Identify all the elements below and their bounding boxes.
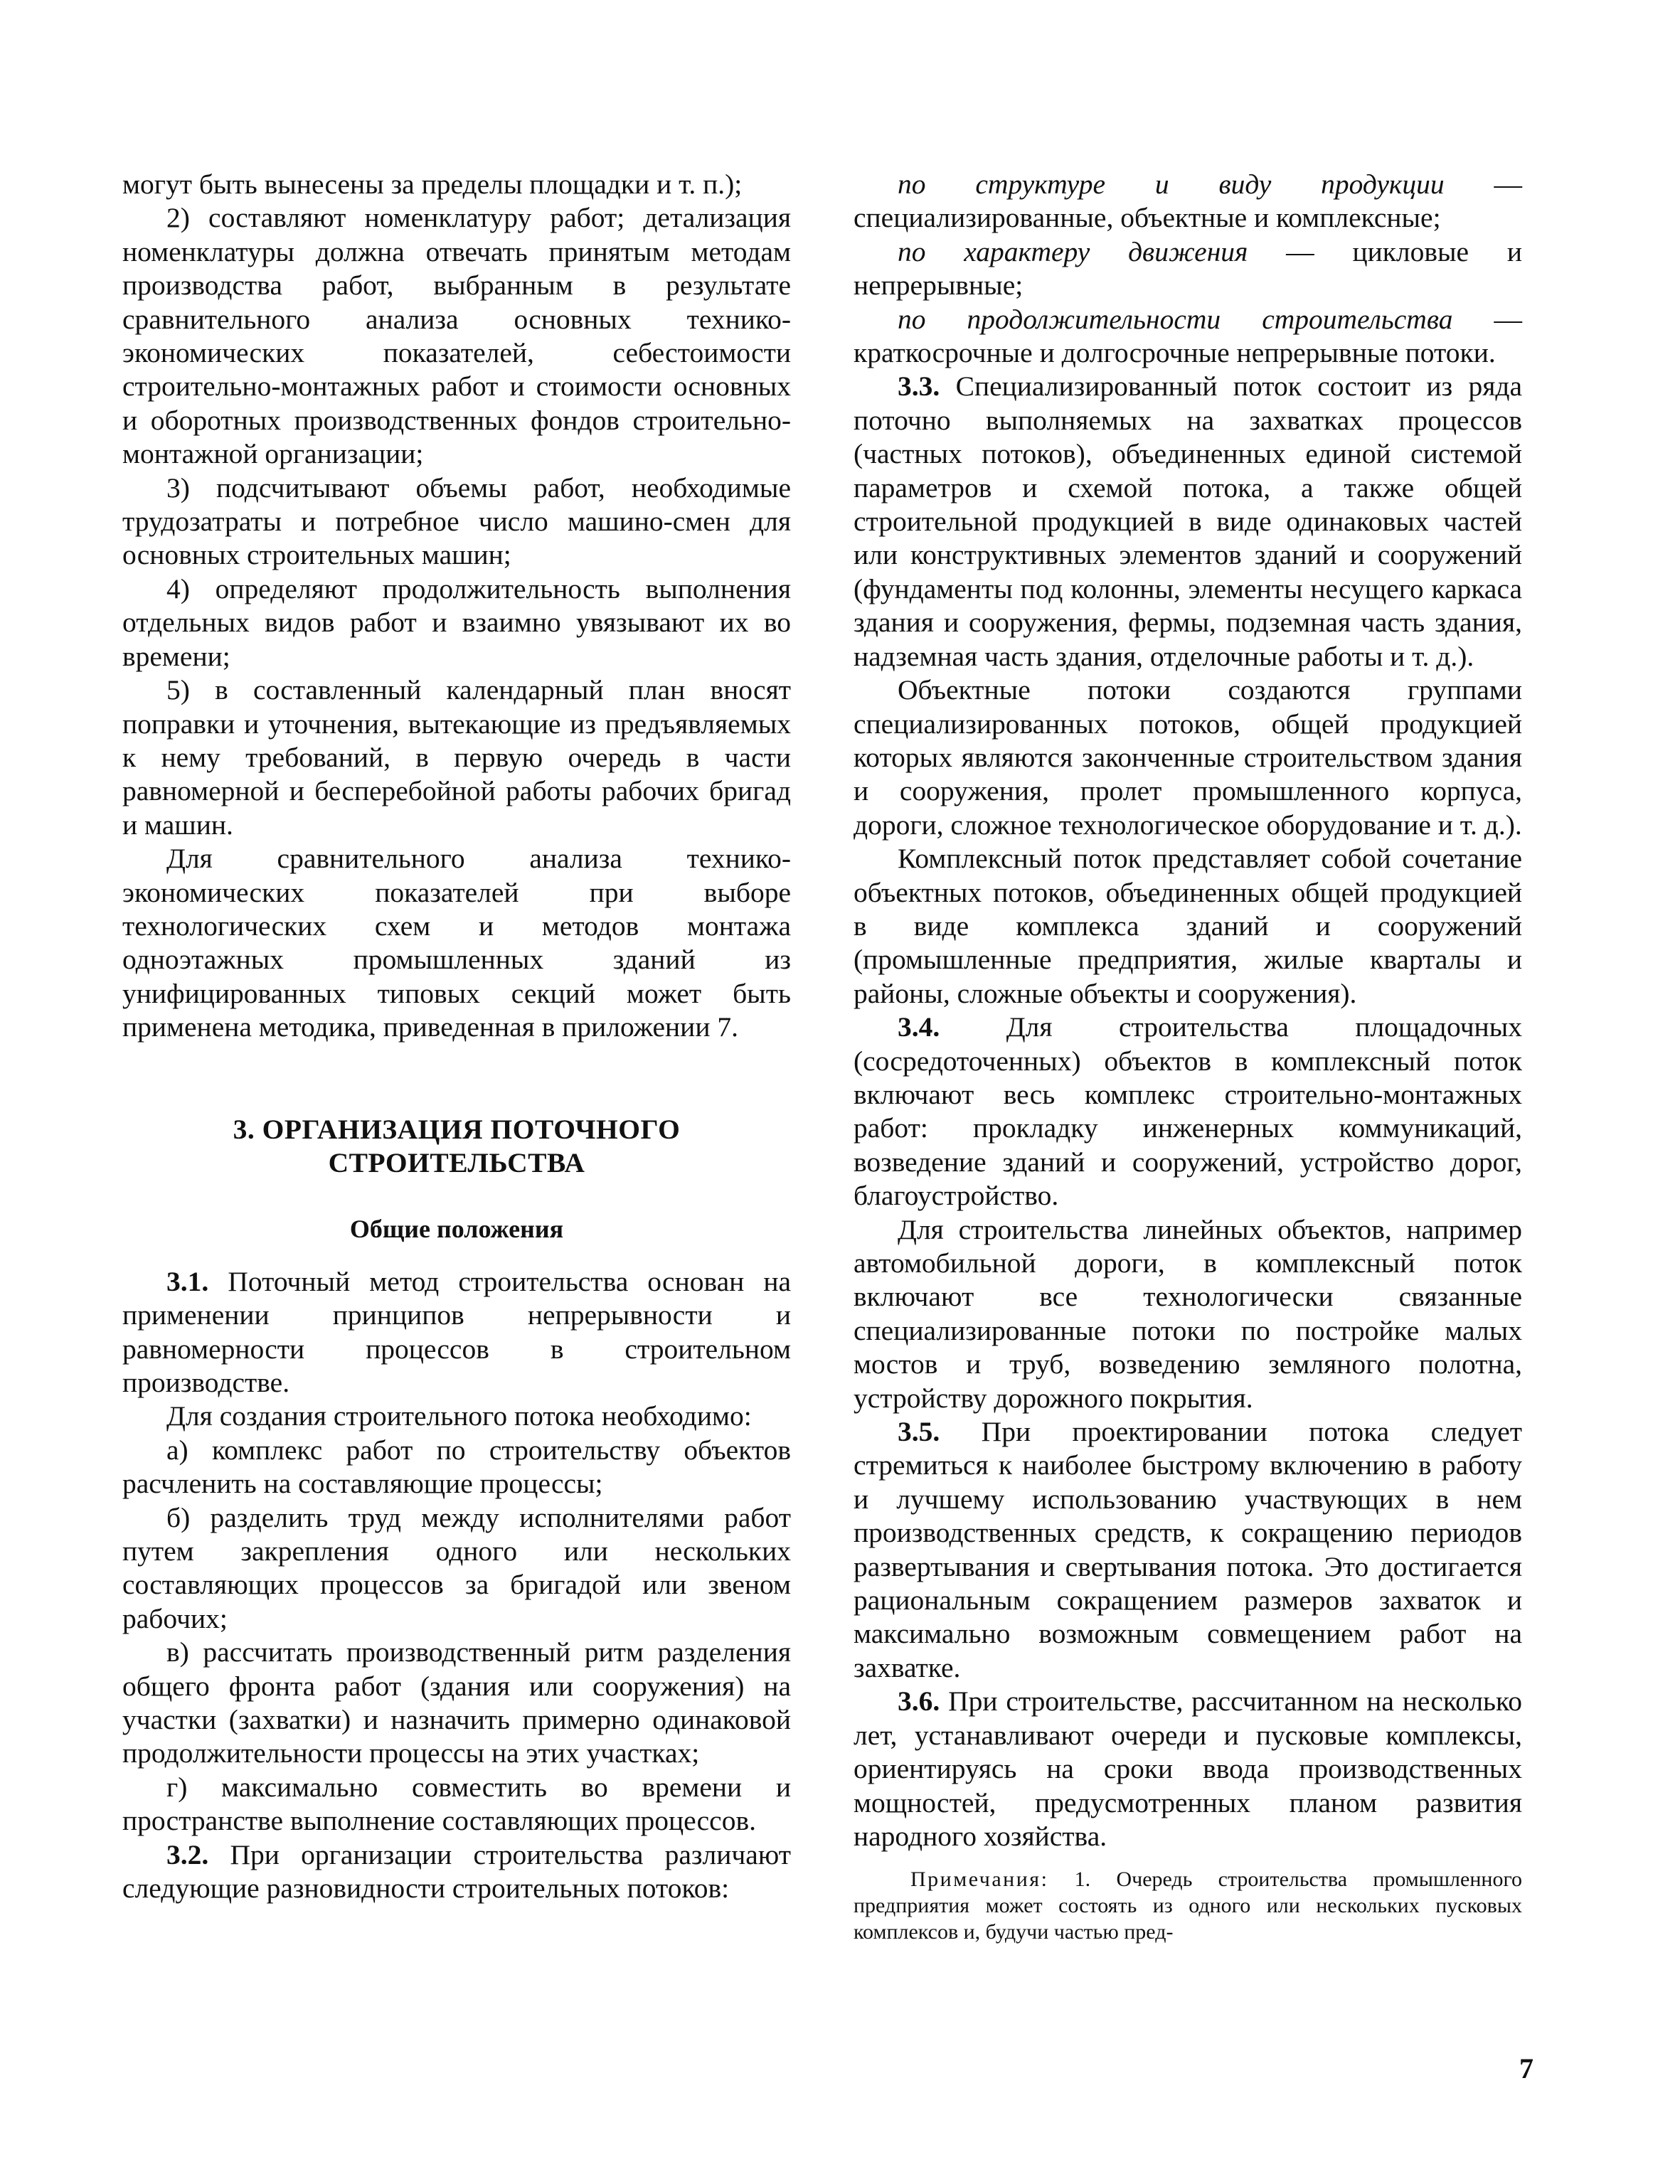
page-number: 7 (1519, 2052, 1533, 2084)
emphasis: по структуре и виду продукции (898, 169, 1445, 200)
paragraph: Для строительства линейных объектов, например автомобильной дороги, в комплексный поток включают все технологически связанные специализированные потоки по постройке малых мостов и труб, возведению земляного полотна, устройству дорожного покрытия. (854, 1213, 1522, 1414)
emphasis: по продолжительности строительства (898, 303, 1453, 335)
clause-text: При строительстве, рассчитанном на несколько лет, устанавливают очереди и пусковые комплексы, ориентируясь на сроки ввода производственных мощностей, предусмотренных планом развития народного хозяйства. (854, 1685, 1522, 1852)
clause-text: Специализированный поток состоит из ряда поточно выполняемых на захватках процессов (частных потоков), объединенных единой системой параметров и схемой потока, а также общей строительной продукцией в виде одинаковых частей или конструктивных элементов зданий и сооружений (фундаменты под колонны, элементы несущего каркаса здания и сооружения, фермы, подземная часть здания, надземная часть здания, отделочные работы и т. д.). (854, 371, 1522, 672)
item-text: — цикловые и непрерывные; (854, 235, 1522, 302)
clause-text: Для строительства площадочных (сосредоточенных) объектов в комплексный поток включают весь комплекс строительно-монтажных работ: прокладку инженерных коммуникаций, возведение зданий и сооружений, устройство дорог, благоустройство. (854, 1011, 1522, 1212)
clause-3-6 (854, 1685, 1522, 1853)
list-item (854, 168, 1522, 235)
footnote (854, 1866, 1522, 1945)
clause-number: 3.6. (898, 1685, 940, 1717)
item-text: — краткосрочные и долгосрочные непрерывные потоки. (854, 303, 1523, 369)
item-text: — специализированные, объектные и комплексные; (854, 169, 1522, 234)
paragraph: Объектные потоки создаются группами специализированных потоков, общей продукцией которых являются законченные строительством здания и сооружения, пролет промышленного корпуса, дороги, сложное технологическое оборудование и т. д.). (854, 674, 1522, 841)
right-column (854, 168, 1522, 1945)
footnote-label: Примечания: (910, 1868, 1049, 1892)
left-column (122, 168, 791, 1906)
paragraph: могут быть вынесены за пределы площадки и т. п.); (122, 169, 743, 200)
clause-text: При организации строительства различают следующие разновидности строительных потоков: (122, 1838, 791, 1905)
list-item (854, 235, 1522, 303)
clause-number: 3.1. (166, 1265, 209, 1297)
list-item: в) рассчитать производственный ритм разделения общего фронта работ (здания или сооружения) на участки (захватки) и назначить примерно одинаковой продолжительности процессы на этих участках; (122, 1636, 791, 1769)
clause-3-3 (854, 370, 1522, 673)
emphasis: по характеру движения (898, 235, 1248, 267)
paragraph: Комплексный поток представляет собой сочетание объектных потоков, объединенных общей продукцией в виде комплекса зданий и сооружений (промышленные предприятия, жилые кварталы и районы, сложные объекты и сооружения). (854, 843, 1522, 1009)
list-item: 5) в составленный календарный план вносят поправки и уточнения, вытекающие из предъявляемых к нему требований, в первую очередь в части равномерной и бесперебойной работы рабочих бригад и машин. (122, 674, 791, 841)
clause-number: 3.4. (898, 1011, 940, 1043)
list-item: г) максимально совместить во времени и пространстве выполнение составляющих процессов. (122, 1771, 791, 1837)
footnote-text: 1. Очередь строительства промышленного предприятия может состоять из одного или нескольких пусковых комплексов и, будучи частью пред- (854, 1868, 1522, 1944)
subsection-title: Общие положения (349, 1215, 564, 1244)
section-title-line: 3. ОРГАНИЗАЦИЯ ПОТОЧНОГО (233, 1113, 681, 1145)
list-item (854, 303, 1522, 371)
clause-number: 3.3. (898, 371, 940, 403)
clause-text: Поточный метод строительства основан на применении принципов непрерывности и равномерности процессов в строительном производстве. (122, 1265, 791, 1398)
clause-text: При проектировании потока следует стремиться к наиболее быстрому включению в работу и лучшему использованию участвующих в нем производственных средств, к сокращению периодов развертывания и свертывания потока. Это достигается рациональным сокращением размеров захваток и максимально возможным совмещением работ на захватке. (854, 1416, 1522, 1683)
clause-3-1 (122, 1265, 791, 1400)
list-item: 4) определяют продолжительность выполнения отдельных видов работ и взаимно увязывают их во времени; (122, 572, 791, 672)
list-item: б) разделить труд между исполнителями работ путем закрепления одного или нескольких составляющих процессов за бригадой или звеном рабочих; (122, 1501, 791, 1634)
clause-number: 3.2. (166, 1838, 209, 1870)
list-item: 2) составляют номенклатуру работ; детализация номенклатуры должна отвечать принятым методам производства работ, выбранным в результате сравнительного анализа основных технико-экономических показателей, себестоимости строительно-монтажных работ и стоимости основных и оборотных производственных фондов строительно-монтажной организации; (122, 202, 791, 470)
list-item: а) комплекс работ по строительству объектов расчленить на составляющие процессы; (122, 1434, 791, 1500)
section-title-line: СТРОИТЕЛЬСТВА (328, 1146, 585, 1178)
clause-number: 3.5. (898, 1416, 940, 1448)
clause-3-5 (854, 1415, 1522, 1685)
list-item: 3) подсчитывают объемы работ, необходимые трудозатраты и потребное число машино-смен для основных строительных машин; (122, 472, 791, 571)
paragraph: Для сравнительного анализа технико-экономических показателей при выборе технологических схем и методов монтажа одноэтажных промышленных зданий из унифицированных типовых секций может быть применена методика, приведенная в приложении 7. (122, 843, 791, 1043)
paragraph: Для создания строительного потока необходимо: (166, 1400, 752, 1432)
clause-3-4 (854, 1011, 1522, 1213)
clause-3-2 (122, 1838, 791, 1906)
